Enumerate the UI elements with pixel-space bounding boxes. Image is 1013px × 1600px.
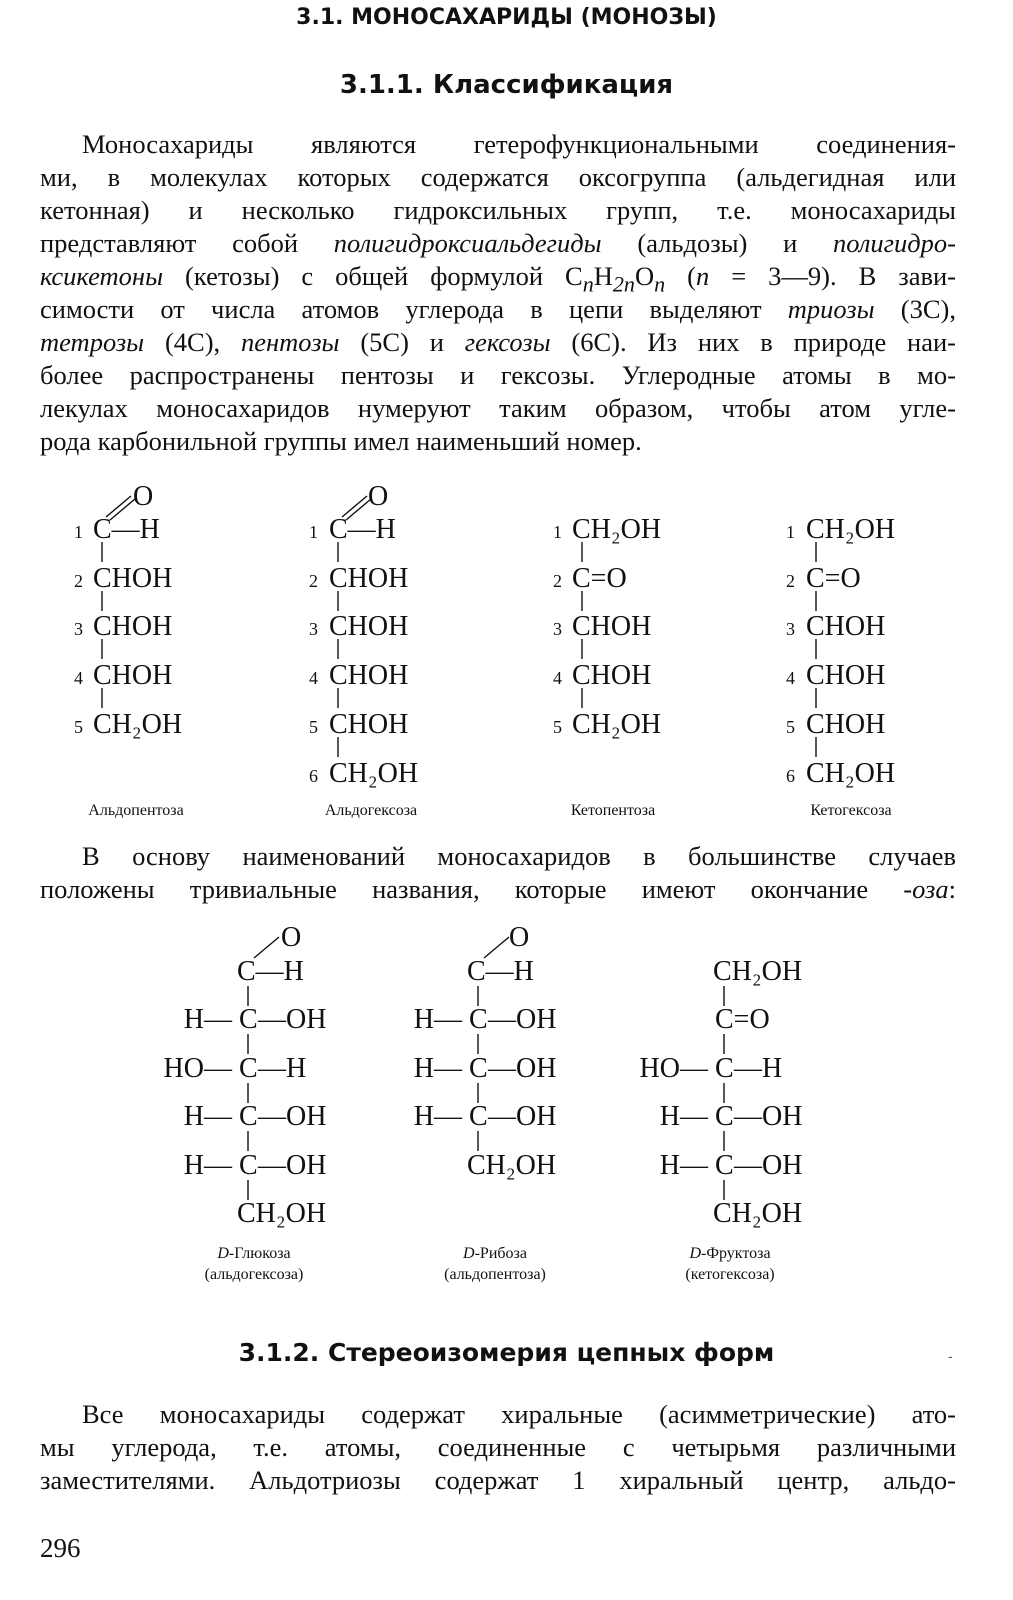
svg-text:1: 1 [74,522,83,542]
svg-text:—OH: —OH [734,1150,803,1181]
svg-text:C: C [469,1053,488,1084]
svg-text:6: 6 [309,766,318,786]
margin-mark: - [948,1348,953,1364]
svg-text:C: C [239,1004,258,1035]
svg-text:H—: H— [413,1004,462,1035]
svg-text:—H: —H [258,1053,307,1084]
svg-text:CH₂OH: CH₂OH [806,514,896,545]
svg-text:HO—: HO— [163,1053,232,1084]
svg-text:CHOH: CHOH [329,660,409,691]
ketopentose-structure [553,514,661,740]
svg-text:C: C [469,1004,488,1035]
svg-text:1: 1 [786,522,795,542]
paragraph-intro [40,128,956,458]
svg-text:CH₂OH: CH₂OH [237,1198,327,1229]
svg-text:1: 1 [553,522,562,542]
svg-text:3: 3 [74,619,83,639]
svg-text:—OH: —OH [488,1004,557,1035]
svg-text:—OH: —OH [258,1004,327,1035]
svg-text:3: 3 [553,619,562,639]
svg-text:—OH: —OH [258,1101,327,1132]
aldehyde-oxygen: O [133,481,154,512]
svg-text:H—: H— [413,1101,462,1132]
svg-text:C: C [715,1053,734,1084]
d-fructose-structure [640,956,803,1229]
aldohexose-label: Альдогексоза [324,802,418,819]
svg-text:4: 4 [309,668,318,688]
paragraph-stereo [40,1398,956,1497]
svg-text:H—: H— [413,1053,462,1084]
text-line: кетонная) и несколько гидроксильных групп, т.е. моносахариды [40,195,956,225]
svg-text:C—H: C—H [329,514,396,545]
svg-text:CHOH: CHOH [93,563,173,594]
svg-text:—OH: —OH [734,1101,803,1132]
d-ribose-sublabel: (альдопентоза) [444,1266,546,1283]
svg-text:CH₂OH: CH₂OH [572,514,662,545]
svg-text:CH₂OH: CH₂OH [806,758,896,789]
text-line: Моносахариды являются гетерофункциональными соединения- [82,129,956,159]
svg-text:C: C [239,1053,258,1084]
section-heading: 3.1. МОНОСАХАРИДЫ (МОНОЗЫ) [296,5,717,30]
svg-text:C=O: C=O [715,1004,770,1035]
svg-text:—OH: —OH [488,1053,557,1084]
svg-text:C: C [715,1150,734,1181]
d-ribose-structure [414,922,557,1181]
svg-text:O: O [509,922,530,953]
svg-text:2: 2 [74,571,83,591]
text-line: более распространены пентозы и гексозы. Углеродные атомы в мо- [40,360,956,390]
svg-text:C=O: C=O [806,563,861,594]
svg-text:CHOH: CHOH [329,563,409,594]
svg-text:5: 5 [74,717,83,737]
svg-text:CHOH: CHOH [806,660,886,691]
svg-text:HO—: HO— [639,1053,708,1084]
svg-text:3: 3 [786,619,795,639]
text-line: мы углерода, т.е. атомы, соединенные с четырьмя различными [40,1432,956,1462]
svg-text:C: C [239,1101,258,1132]
svg-text:CHOH: CHOH [572,611,652,642]
svg-text:CH₂OH: CH₂OH [467,1150,557,1181]
svg-text:CHOH: CHOH [806,611,886,642]
svg-text:CHOH: CHOH [93,660,173,691]
svg-text:2: 2 [553,571,562,591]
svg-text:H—: H— [659,1150,708,1181]
svg-text:CHOH: CHOH [329,611,409,642]
d-fructose-sublabel: (кетогексоза) [685,1266,775,1283]
subsection-heading-classification: 3.1.1. Классификация [339,70,674,100]
subsection-heading-stereoisomerism: 3.1.2. Стереоизомерия цепных форм [238,1338,775,1367]
svg-text:CHOH: CHOH [329,709,409,740]
text-line: положены тривиальные названия, которые имеют окончание -оза: [40,874,956,904]
svg-text:C: C [469,1101,488,1132]
svg-text:—H: —H [734,1053,783,1084]
text-line: рода карбонильной группы имел наименьший номер. [40,426,642,456]
svg-text:—OH: —OH [258,1150,327,1181]
svg-text:CH₂OH: CH₂OH [713,956,803,987]
d-fructose-label: D-Фруктоза [689,1245,771,1262]
text-line: В основу наименований моносахаридов в большинстве случаев [82,841,956,871]
svg-text:C: C [239,1150,258,1181]
svg-text:4: 4 [553,668,562,688]
d-glucose-sublabel: (альдогексоза) [204,1266,304,1283]
svg-text:C—H: C—H [467,956,534,987]
d-glucose-structure [164,922,327,1229]
svg-text:H—: H— [659,1101,708,1132]
svg-text:H—: H— [183,1150,232,1181]
svg-text:C=O: C=O [572,563,627,594]
svg-text:H—: H— [183,1004,232,1035]
ketopentose-label: Кетопентоза [570,802,656,819]
ketohexose-structure [786,514,895,789]
aldopentose-structure [74,481,182,740]
d-ribose-label: D-Рибоза [463,1245,527,1262]
svg-text:5: 5 [553,717,562,737]
d-glucose-label: D-Глюкоза [217,1245,291,1262]
text-line: представляют собой полигидроксиальдегиды (альдозы) и полигидро- [40,228,956,258]
svg-text:5: 5 [309,717,318,737]
svg-text:4: 4 [786,668,795,688]
paragraph-naming [40,840,956,906]
svg-text:H—: H— [183,1101,232,1132]
text-line: симости от числа атомов углерода в цепи выделяют триозы (3С), [40,294,956,324]
svg-text:CHOH: CHOH [806,709,886,740]
svg-text:1: 1 [309,522,318,542]
ketohexose-label: Кетогексоза [810,802,892,819]
classification-structures [0,470,1013,830]
svg-text:O: O [281,922,302,953]
fischer-projections [0,915,1013,1295]
aldohexose-structure [309,481,418,789]
svg-text:—OH: —OH [488,1101,557,1132]
text-line: заместителями. Альдотриозы содержат 1 хиральный центр, альдо- [40,1465,956,1495]
svg-text:CH₂OH: CH₂OH [572,709,662,740]
text-line: Все моносахариды содержат хиральные (асимметрические) ато- [82,1399,956,1429]
svg-text:C: C [715,1101,734,1132]
svg-text:6: 6 [786,766,795,786]
text-line: лекулах моносахаридов нумеруют таким образом, чтобы атом угле- [40,393,956,423]
text-line: ми, в молекулах которых содержатся оксогруппа (альдегидная или [40,162,956,192]
svg-text:5: 5 [786,717,795,737]
svg-text:CHOH: CHOH [572,660,652,691]
svg-text:2: 2 [786,571,795,591]
svg-text:CH₂OH: CH₂OH [329,758,419,789]
svg-text:2: 2 [309,571,318,591]
page-number: 296 [40,1533,81,1563]
svg-text:C—H: C—H [93,514,160,545]
svg-text:4: 4 [74,668,83,688]
text-line: тетрозы (4С), пентозы (5С) и гексозы (6С). Из них в природе наи- [40,327,957,357]
svg-text:CHOH: CHOH [93,611,173,642]
svg-text:CH₂OH: CH₂OH [713,1198,803,1229]
aldehyde-oxygen: O [368,481,389,512]
aldopentose-label: Альдопентоза [88,802,184,819]
text-line: ксикетоны (кетозы) с общей формулой $C_nH_{2n}O_n$ (n = 3—9). В зави- [40,261,957,297]
svg-text:CH₂OH: CH₂OH [93,709,183,740]
svg-text:C—H: C—H [237,956,304,987]
svg-text:3: 3 [309,619,318,639]
